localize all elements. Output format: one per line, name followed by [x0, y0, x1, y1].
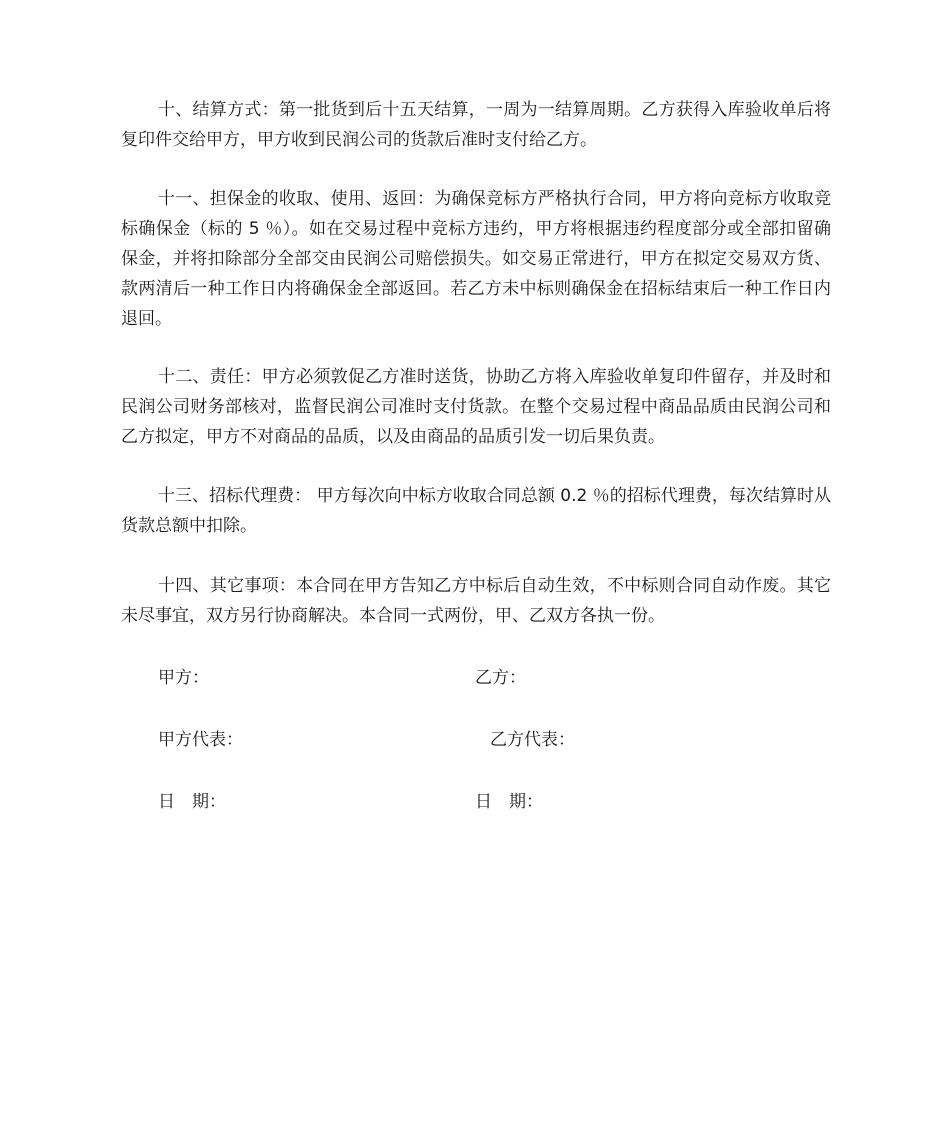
clause-11-deposit: 十一、担保金的收取、使用、返回：为确保竞标方严格执行合同，甲方将向竞标方收取竞标确保金（标的 5 ％）。如在交易过程中竞标方违约，甲方将根据违约程度部分或全部扣留确保金，并将扣除部分全部交由民润公司赔偿损失。如交易正常进行，甲方在拟定交易双方货、款两清后一种工作日内将确保金全部返回。若乙方未中标则确保金在招标结束后一种工作日内退回。 [121, 189, 831, 329]
signature-rep-a-label: 甲方代表： [158, 730, 243, 750]
clause-14-other-matters: 十四、其它事项：本合同在甲方告知乙方中标后自动生效，不中标则合同自动作废。其它未尽事宜，双方另行协商解决。本合同一式两份，甲、乙双方各执一份。 [121, 576, 831, 626]
signature-party-b-label: 乙方： [475, 668, 526, 688]
signature-date-b-label: 日 期： [475, 792, 543, 812]
signature-party-a-label: 甲方： [158, 668, 209, 688]
clause-13-agency-fee: 十三、招标代理费： 甲方每次向中标方收取合同总额 0.2 ％的招标代理费，每次结算时从货款总额中扣除。 [121, 486, 831, 536]
signature-rep-b-label: 乙方代表： [490, 730, 575, 750]
signature-date-a-label: 日 期： [158, 792, 226, 812]
clause-12-responsibility: 十二、责任：甲方必须敦促乙方准时送货，协助乙方将入库验收单复印件留存，并及时和民润公司财务部核对，监督民润公司准时支付货款。在整个交易过程中商品品质由民润公司和乙方拟定，甲方不对商品的品质，以及由商品的品质引发一切后果负责。 [121, 367, 831, 447]
clause-10-settlement: 十、结算方式：第一批货到后十五天结算，一周为一结算周期。乙方获得入库验收单后将复印件交给甲方，甲方收到民润公司的货款后准时支付给乙方。 [121, 100, 831, 150]
